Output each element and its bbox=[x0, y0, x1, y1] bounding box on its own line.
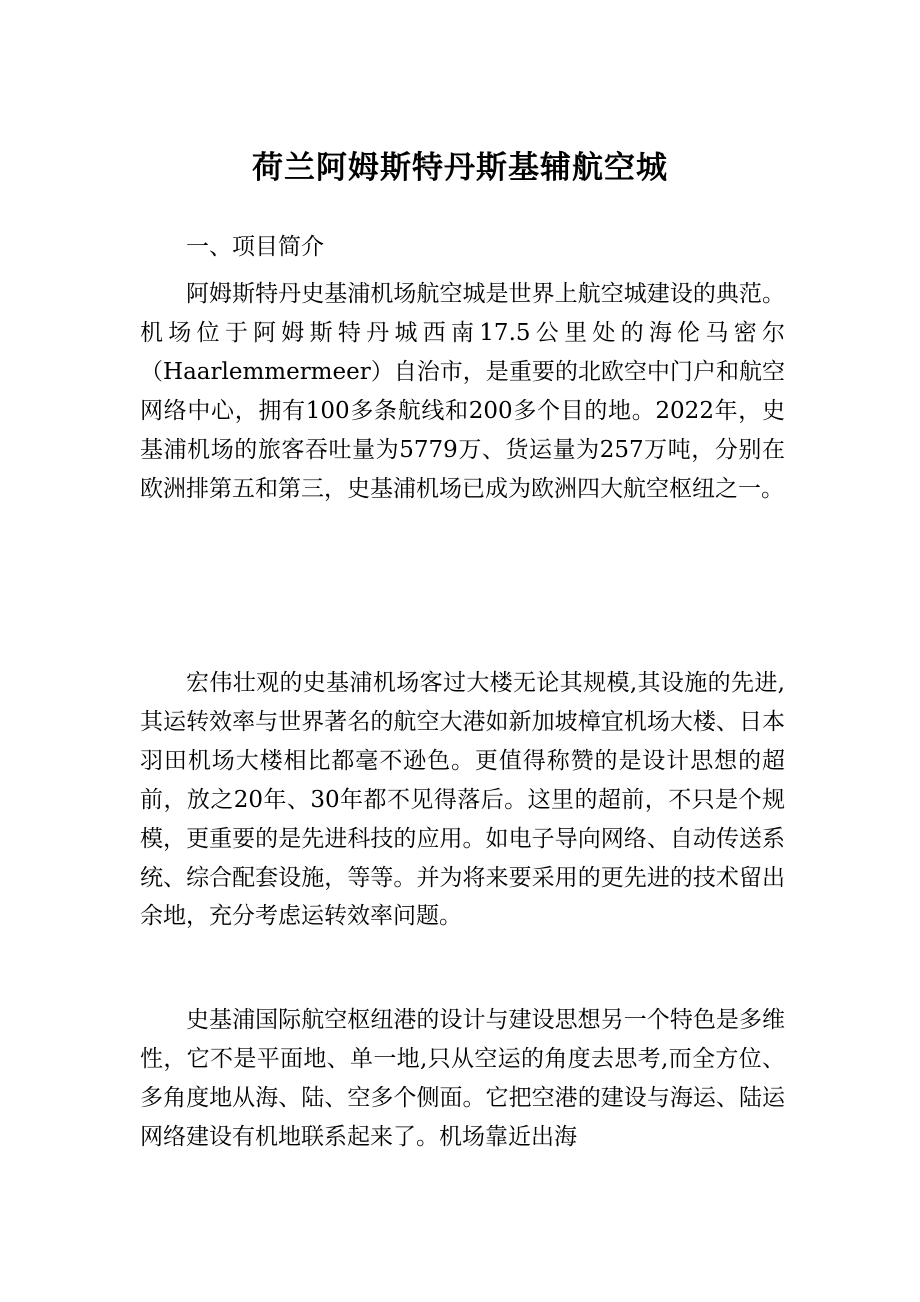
section-heading: 一、项目简介 bbox=[186, 234, 324, 260]
paragraph-multidimensional: 史基浦国际航空枢纽港的设计与建设思想另一个特色是多维性，它不是平面地、单一地,只从空运的角度去思考,而全方位、多角度地从海、陆、空多个侧面。它把空港的建设与海运、陆运网络建设有机地联系起来了。机场靠近出海 bbox=[140, 1007, 785, 1150]
paragraph-terminal: 宏伟壮观的史基浦机场客过大楼无论其规模,其设施的先进,其运转效率与世界著名的航空大港如新加坡樟宜机场大楼、日本羽田机场大楼相比都毫不逊色。更值得称赞的是设计思想的超前，放之20年、30年都不见得落后。这里的超前，不只是个规模，更重要的是先进科技的应用。如电子导向网络、自动传送系统、综合配套设施，等等。并为将来要采用的更先进的技术留出余地，充分考虑运转效率问题。 bbox=[140, 670, 785, 930]
document-title: 荷兰阿姆斯特丹斯基辅航空城 bbox=[252, 150, 668, 186]
paragraph-intro: 阿姆斯特丹史基浦机场航空城是世界上航空城建设的典范。机场位于阿姆斯特丹城西南17.5公里处的海伦马密尔（Haarlemmermeer）自治市，是重要的北欧空中门户和航空网络中心，拥有100多条航线和200多个目的地。2022年，史基浦机场的旅客吞吐量为5779万、货运量为257万吨，分别在欧洲排第五和第三，史基浦机场已成为欧洲四大航空枢纽之一。 bbox=[140, 281, 785, 502]
